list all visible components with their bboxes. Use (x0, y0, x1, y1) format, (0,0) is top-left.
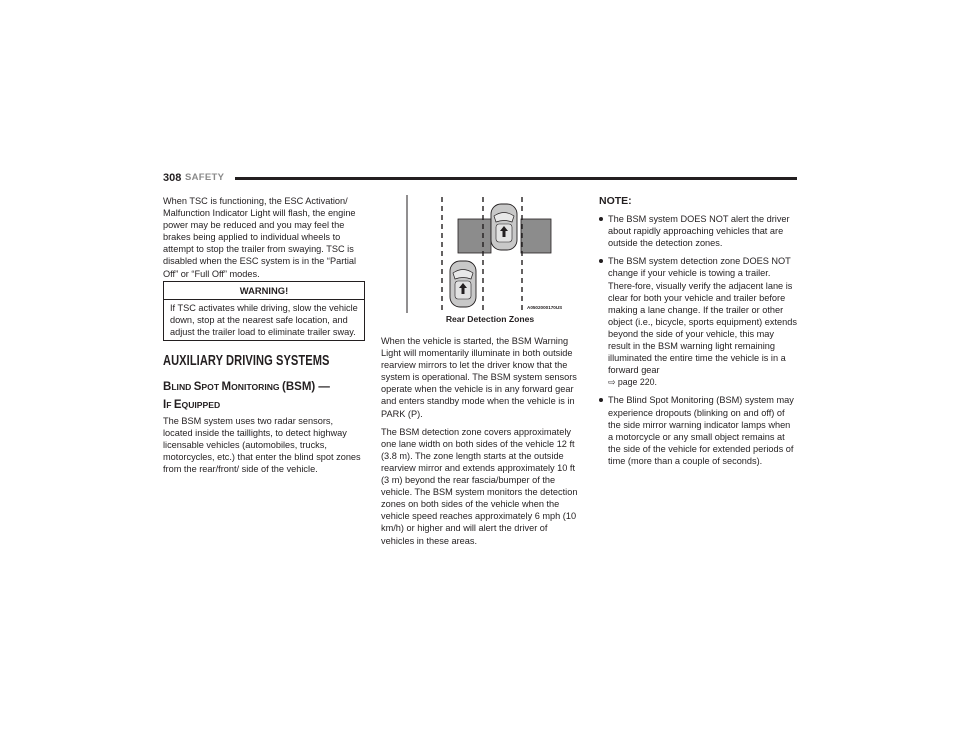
bullet-icon (599, 398, 603, 402)
bullet-icon (599, 217, 603, 221)
rear-detection-zones-figure (405, 195, 577, 323)
arrow-right-icon: ⇨ (608, 377, 616, 388)
list-item: The BSM system DOES NOT alert the driver about rapidly approaching vehicles that are outside the detection zones. (599, 213, 797, 249)
figure-code: A0502000170US (527, 305, 563, 310)
warning-text: If TSC activates while driving, slow the vehicle down, stop at the nearest safe location, and adjust the trailer load to eliminate trailer sway. (170, 303, 358, 337)
column-middle (381, 335, 579, 553)
page-number: 308 (163, 172, 182, 184)
warning-box (163, 281, 365, 341)
bsm-detection-zone-paragraph: The BSM detection zone covers approximately one lane width on both sides of the vehicle 12 ft (3.8 m). The zone length starts at the outside rearview mirror and extends approximately 10 ft (3 m) beyond the rear fascia/bumper of the vehicle. The BSM system monitors the detection zones on both sides of the vehicle when the vehicle speed reaches approximately 6 mph (10 km/h) or higher and will alert the driver of vehicles in these areas. (381, 426, 578, 546)
adjacent-vehicle-icon (450, 261, 476, 307)
header-rule (235, 177, 797, 180)
section-title: SAFETY (185, 172, 225, 183)
right-detection-zone (521, 219, 551, 253)
bsm-intro-paragraph: The BSM system uses two radar sensors, located inside the taillights, to detect highway licensable vehicles (automobiles, trucks, motorcycles, etc.) that enter the blind spot zones from the rear/front/ side of the vehicle. (163, 416, 361, 475)
bullet-icon (599, 259, 603, 263)
page-header (163, 172, 797, 188)
left-detection-zone (458, 219, 491, 253)
warning-title: WARNING! (164, 282, 364, 300)
column-left (163, 195, 363, 286)
rear-detection-zones-diagram (405, 195, 577, 323)
note-title: NOTE: (599, 195, 632, 207)
note-list (599, 213, 797, 467)
tsc-paragraph: When TSC is functioning, the ESC Activation/ Malfunction Indicator Light will flash, the engine power may be reduced and you may feel the brakes being applied to individual wheels to attempt to stop the trailer from swaying. TSC is disabled when the ESC system is in the “Partial Off” or “Full Off” modes. (163, 196, 357, 279)
page-reference-link[interactable]: ⇨ page 220. (608, 377, 657, 388)
list-item: The BSM system detection zone DOES NOT change if your vehicle is towing a trailer. There-fore, visually verify the adjacent lane is clear for both your vehicle and trailer before making a lane change. If the trailer or other object (i.e., bicycle, sports equipment) extends beyond the side of your vehicle, this may result in the BSM warning light remaining illuminated the entire time the vehicle is in a forward gear ⇨ page 220. (599, 255, 797, 388)
bsm-warning-light-paragraph: When the vehicle is started, the BSM Warning Light will momentarily illuminate in both outside rearview mirrors to let the driver know that the system is operational. The BSM system sensors operate when the vehicle is in any forward gear and enters standby mode when the vehicle is in PARK (P). (381, 336, 577, 419)
host-vehicle-icon (491, 204, 517, 250)
section-heading: AUXILIARY DRIVING SYSTEMS (163, 352, 330, 369)
list-item: The Blind Spot Monitoring (BSM) system may experience dropouts (blinking on and off) of the side mirror warning indicator lamps when a motorcycle or any small object remains at the side of the vehicle for extended periods of time (more than a couple of seconds). (599, 394, 797, 467)
subsection-heading: BLIND SPOT MONITORING (BSM) — IF EQUIPPED (163, 381, 330, 411)
column-right (599, 195, 797, 473)
figure-caption: Rear Detection Zones (445, 314, 535, 324)
